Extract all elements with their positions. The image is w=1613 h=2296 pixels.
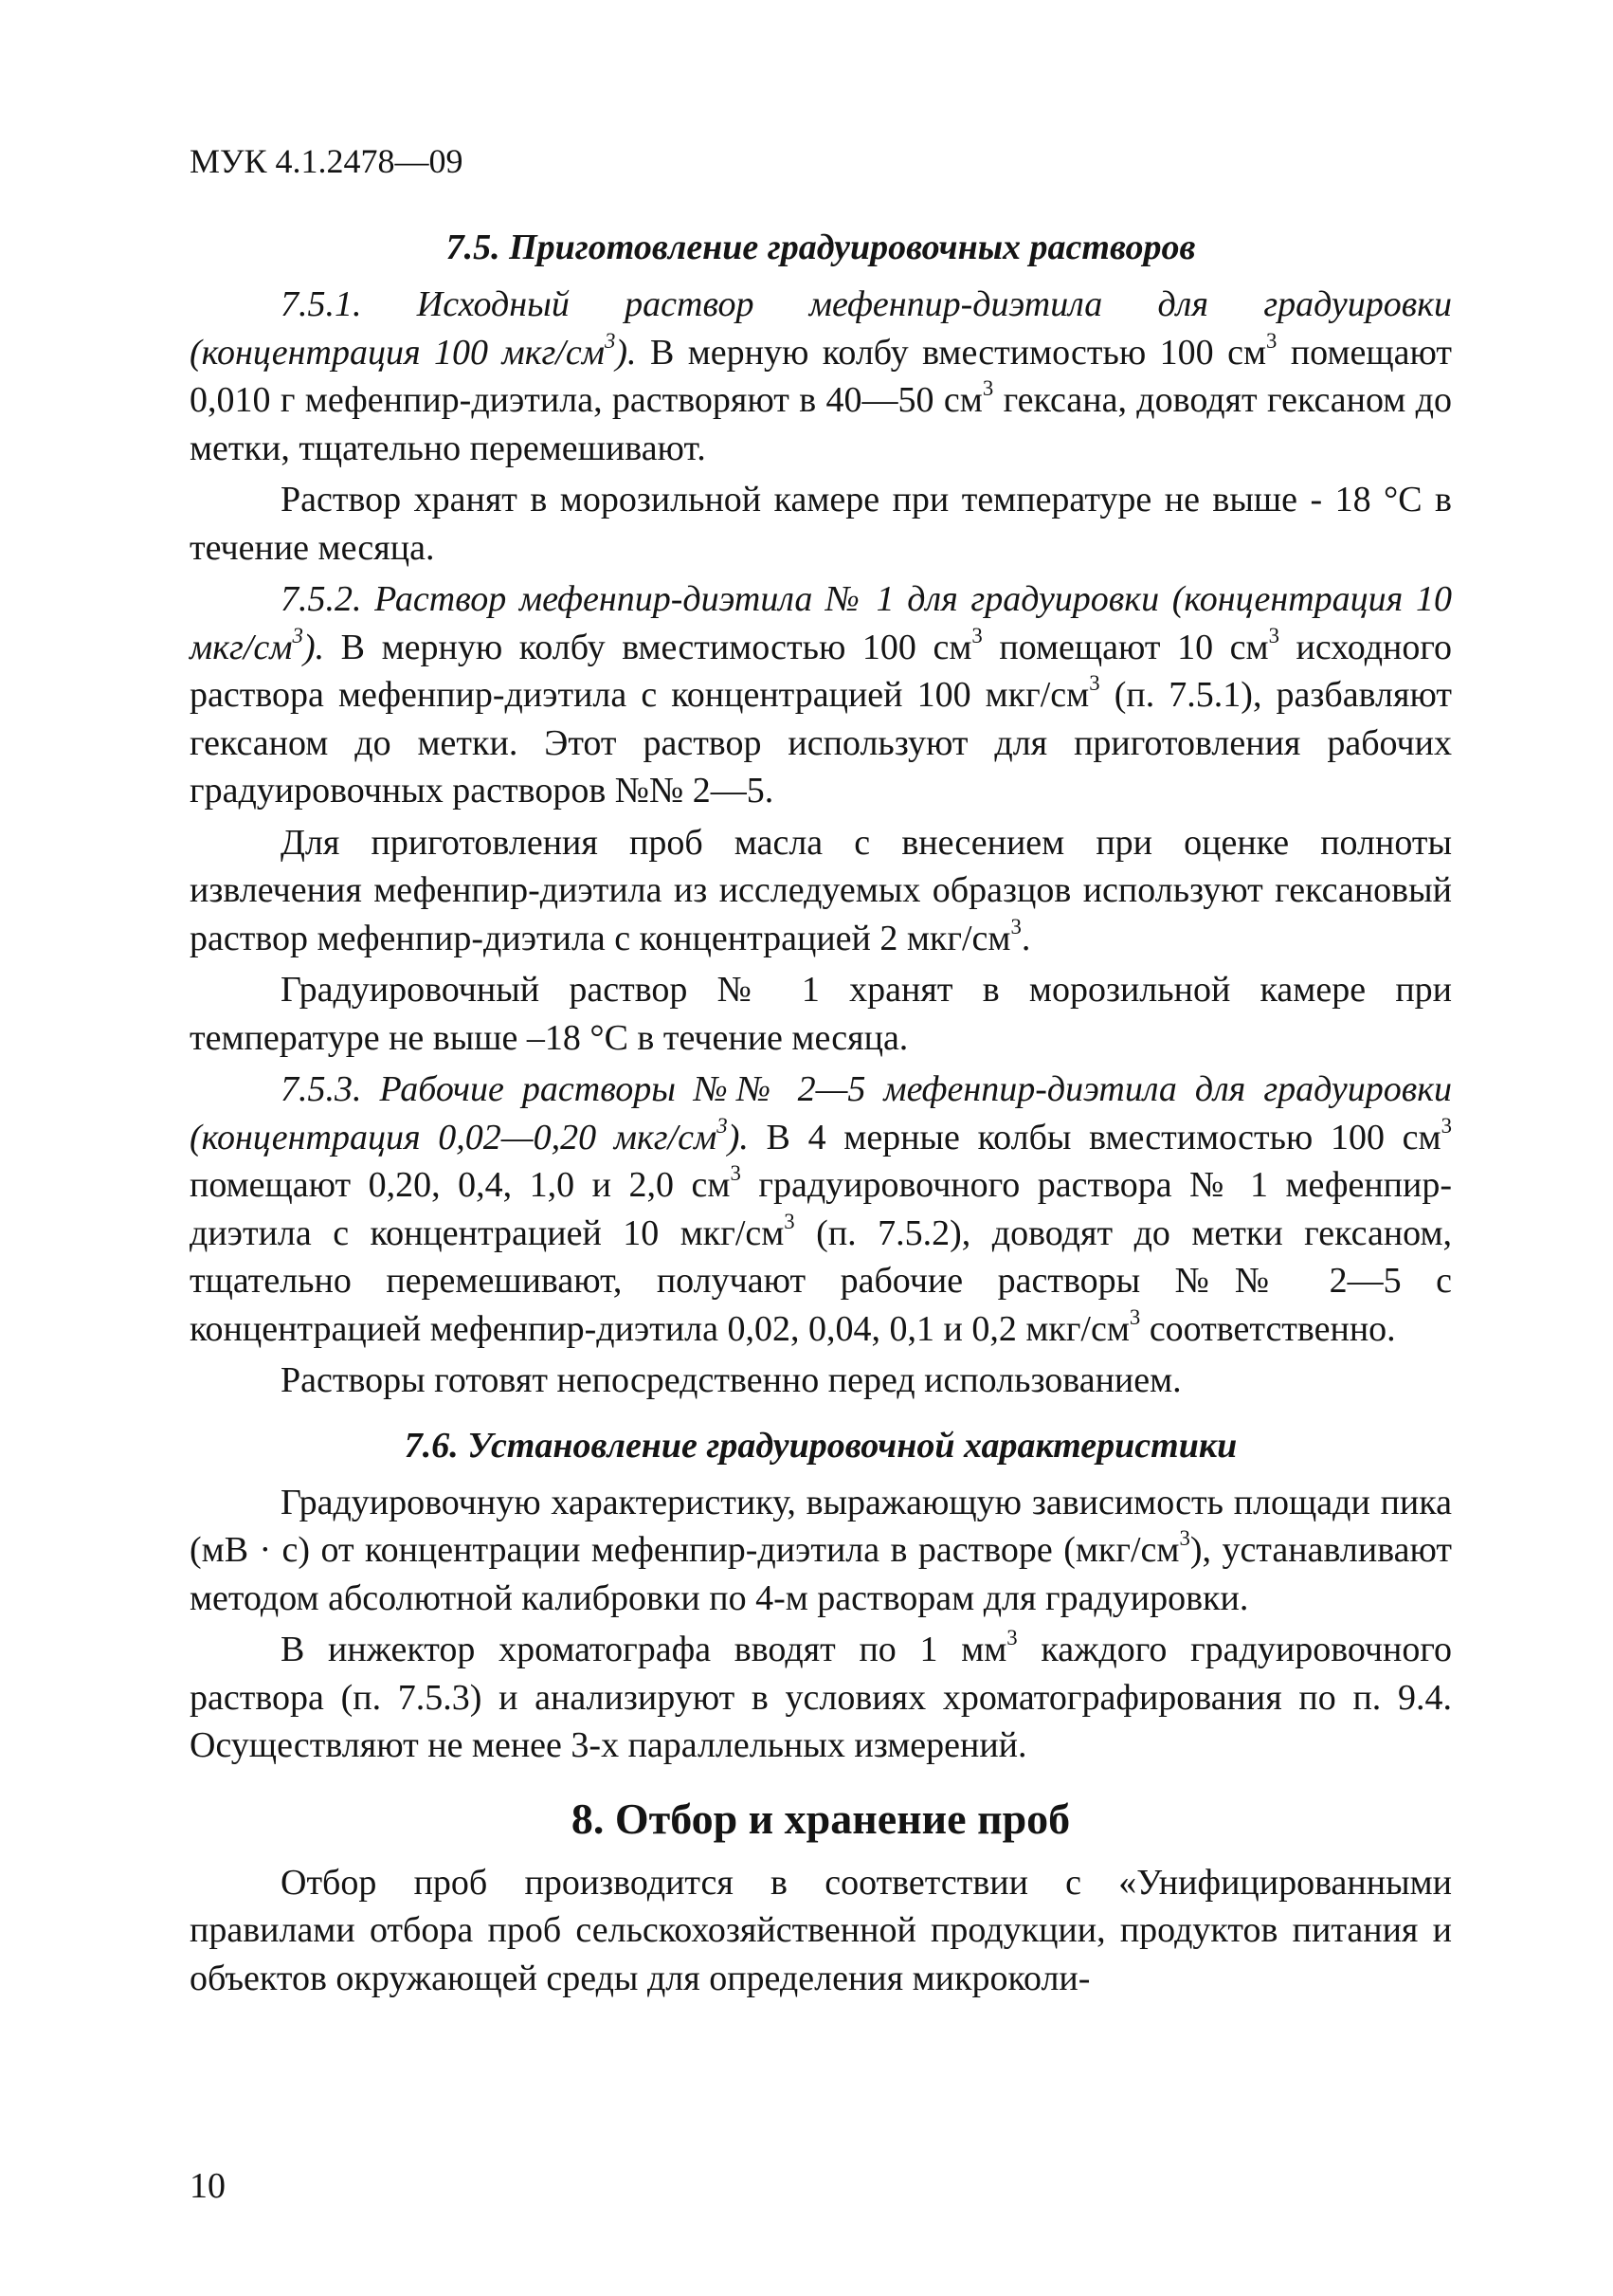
- section-8-heading: 8. Отбор и хранение проб: [571, 1794, 1071, 1843]
- paragraph-7-5-1: 7.5.1. Исходный раствор мефенпир-диэтила для градуировки (концентрация 100 мкг/$см^3$). В мерную колбу вместимостью 100 $см^3$ помещают 0,010 г мефенпир-диэтила, растворяют в 40—50 $см^3$ гексана, доводят гексаном до метки, тщательно перемешивают.: [190, 284, 1452, 468]
- paragraph-7-6-b: В инжектор хроматографа вводят по 1 $мм^3$ каждого градуировочного раствора (п. 7.5.3) и анализируют в условиях хроматографирования по п. 9.4. Осуществляют не менее 3-х параллельных измерений.: [190, 1625, 1452, 1765]
- paragraph-7-5-3: 7.5.3. Рабочие растворы №№ 2—5 мефенпир-диэтила для градуировки (концентрация 0,02—0,20 мкг/$см^3$). В 4 мерные колбы вместимостью 100 $см^3$ помещают 0,20, 0,4, 1,0 и 2,0 $см^3$ градуировочного раствора № 1 мефенпир-диэтила с концентрацией 10 мкг/$см^3$ (п. 7.5.2), доводят до метки гексаном, тщательно перемешивают, получают рабочие растворы №№ 2—5 с концентрацией мефенпир-диэтила 0,02, 0,04, 0,1 и 0,2 мкг/$см^3$ соответственно.: [190, 1069, 1452, 1349]
- section-7-6-heading: 7.6. Установление градуировочной характеристики: [404, 1425, 1238, 1466]
- paragraph-storage-1: Раствор хранят в морозильной камере при температуре не выше - 18 °С в течение месяца.: [190, 480, 1452, 568]
- paragraph-7-6-a: Градуировочную характеристику, выражающую зависимость площади пика (мВ · с) от концентрации мефенпир-диэтила в растворе $(мкг/см^3)$, устанавливают методом абсолютной калибровки по 4-м растворам для градуировки.: [190, 1482, 1452, 1618]
- paragraph-prepare-note: Растворы готовят непосредственно перед использованием.: [281, 1360, 1182, 1400]
- paragraph-7-5-2: 7.5.2. Раствор мефенпир-диэтила № 1 для градуировки (концентрация 10 мкг/$см^3$). В мерную колбу вместимостью 100 $см^3$ помещают 10 $см^3$ исходного раствора мефенпир-диэтила с концентрацией 100 мкг/$см^3$ (п. 7.5.1), разбавляют гексаном до метки. Этот раствор используют для приготовления рабочих градуировочных растворов №№ 2—5.: [190, 579, 1452, 811]
- section-7-5-heading: 7.5. Приготовление градуировочных растворов: [445, 228, 1196, 267]
- paragraph-7-5-2-lead: 7.5.2. Раствор мефенпир-диэтила № 1 для градуировки (концентрация 10 мкг/$см^3$).: [190, 579, 1452, 667]
- page-body: [190, 224, 1452, 2006]
- paragraph-7-5-1-lead: 7.5.1. Исходный раствор мефенпир-диэтила для градуировки (концентрация 100 мкг/$см^3$).: [190, 284, 1452, 373]
- document-code-header: МУК 4.1.2478—09: [190, 142, 463, 180]
- paragraph-oil-samples: Для приготовления проб масла с внесением при оценке полноты извлечения мефенпир-диэтила из исследуемых образцов используют гексановый раствор мефенпир-диэтила с концентрацией 2 мкг/$см^3$.: [190, 822, 1452, 958]
- paragraph-8: Отбор проб производится в соответствии с «Унифицированными правилами отбора проб сельскохозяйственной продукции, продуктов питания и объектов окружающей среды для определения микроколи-: [190, 1862, 1452, 1998]
- page-number: 10: [190, 2166, 226, 2206]
- paragraph-storage-2: Градуировочный раствор № 1 хранят в морозильной камере при температуре не выше –18 °С в течение месяца.: [190, 970, 1452, 1058]
- paragraph-7-5-3-lead: 7.5.3. Рабочие растворы №№ 2—5 мефенпир-диэтила для градуировки (концентрация 0,02—0,20 мкг/$см^3$).: [190, 1069, 1452, 1157]
